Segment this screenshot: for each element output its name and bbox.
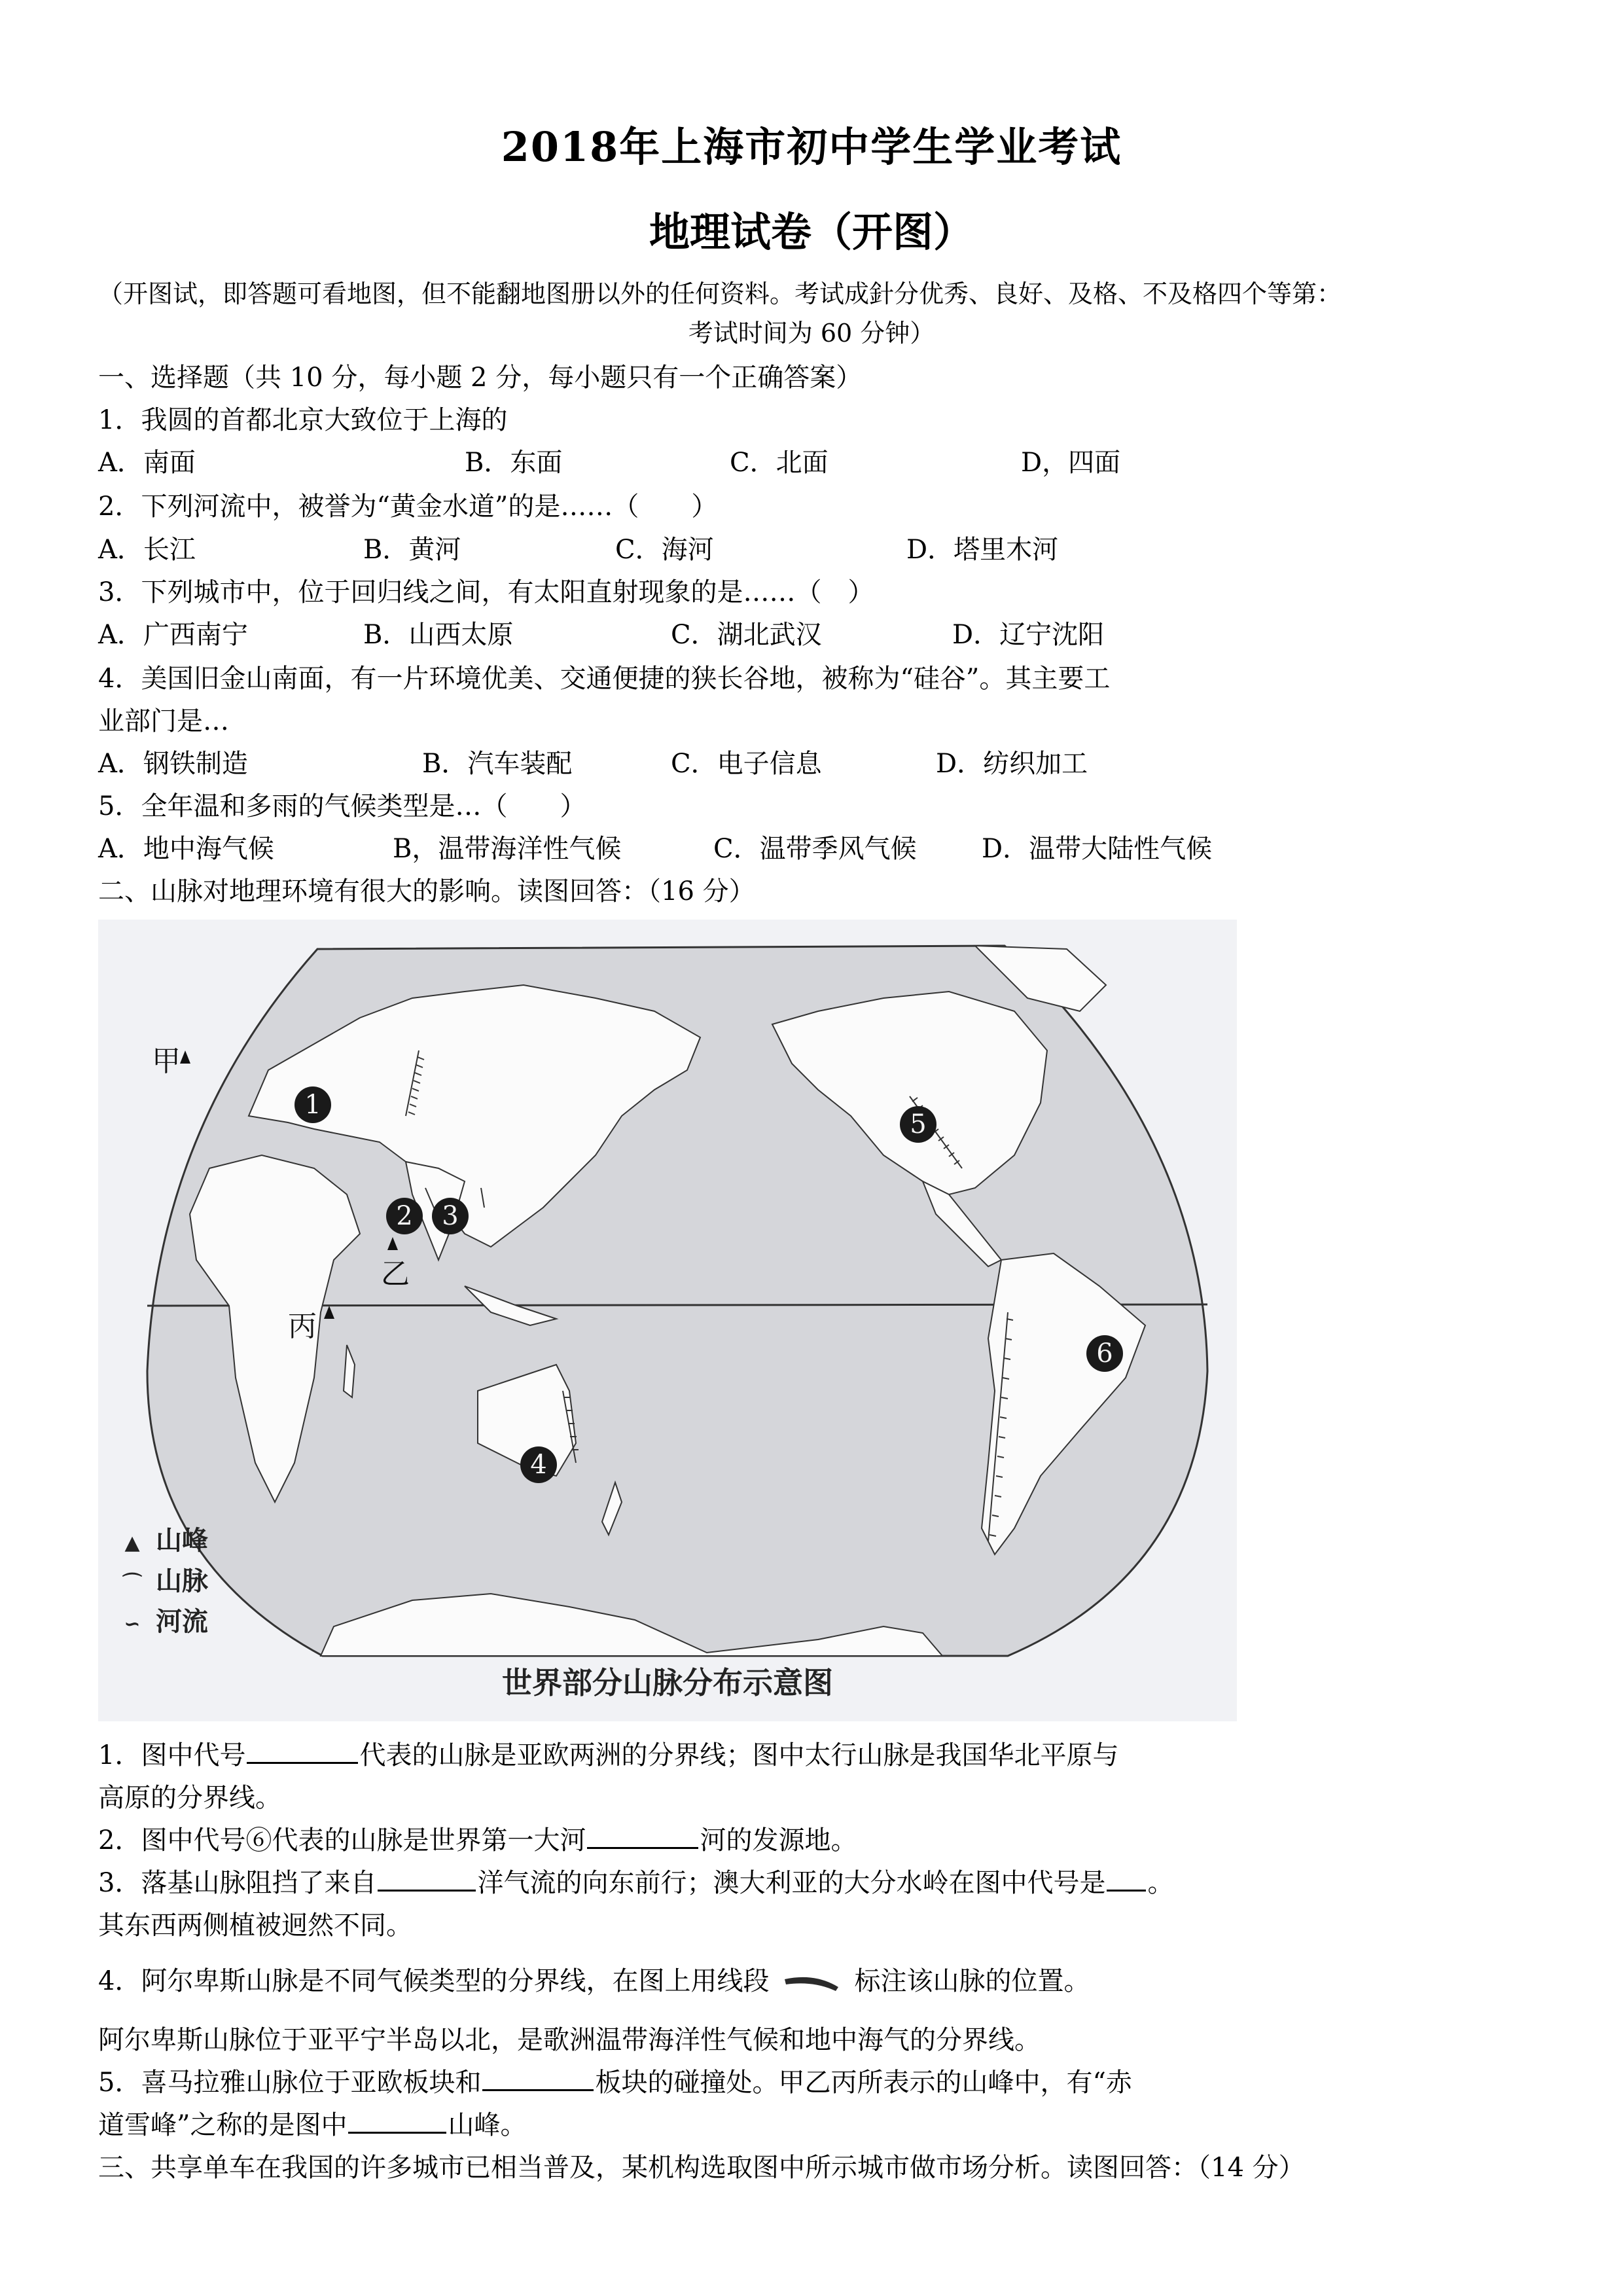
q5-option-d: D．温带大陆性气候 (982, 834, 1213, 864)
line-segment-stroke-icon (782, 1970, 841, 1996)
section2-heading: 二、山脉对地理环境有很大的影响。读图回答：（16 分） (98, 876, 755, 906)
answer-blank-q5-plate[interactable] (482, 2067, 594, 2091)
map-caption: 世界部分山脉分布示意图 (502, 1665, 833, 1700)
q4-option-a: A．钢铁制造 (98, 749, 248, 779)
exam-subtitle: 地理试卷（开图） (649, 208, 974, 256)
q2-option-b: B．黄河 (363, 535, 461, 565)
answer-blank-q1-code[interactable] (247, 1740, 358, 1764)
legend-item-peak: ▲ 山峰 (118, 1522, 208, 1562)
q3-option-c: C．湖北武汉 (671, 620, 822, 650)
q1-option-c: C．北面 (730, 448, 829, 478)
river-icon: ∽ (124, 1613, 141, 1636)
q2-option-a: A．长江 (98, 535, 196, 565)
mountain-peak-icon (324, 1306, 334, 1319)
q4-stem-continued: 业部门是… (98, 706, 229, 736)
q3-option-b: B．山西太原 (363, 620, 514, 650)
mountain-peak-icon (180, 1050, 190, 1064)
answer-blank-q3-ocean[interactable] (378, 1867, 476, 1892)
legend-item-river: ∽ 河流 (118, 1603, 208, 1643)
map-marker-1: 1 (294, 1086, 331, 1123)
q2-stem: 2．下列河流中，被誉为“黄金水道”的是……（ ） (98, 492, 718, 522)
world-mountains-map (98, 920, 1237, 1721)
map-marker-5: 5 (900, 1106, 936, 1143)
map-marker-6: 6 (1086, 1335, 1123, 1372)
q5-option-a: A．地中海气候 (98, 834, 274, 864)
answer-blank-q3-code[interactable] (1107, 1867, 1146, 1892)
s2-q2: 2．图中代号⑥代表的山脉是世界第一大河 河的发源地。 (98, 1825, 857, 1856)
q1-stem: 1．我圆的首都北京大致位于上海的 (98, 405, 508, 435)
peak-label-bing: 丙 (288, 1310, 317, 1343)
q4-stem: 4．美国旧金山南面，有一片环境优美、交通便捷的狭长谷地，被称为“硅谷”。其主要工 (98, 664, 1111, 694)
q1-option-b: B．东面 (465, 448, 563, 478)
mountain-peak-icon: ▲ (124, 1532, 140, 1554)
section1-heading: 一、选择题（共 10 分，每小题 2 分，每小题只有一个正确答案） (98, 363, 863, 393)
exam-instructions-line1: （开图试，即答题可看地图，但不能翻地图册以外的任何资料。考试成針分优秀、良好、及格、不及格四个等第： (98, 279, 1342, 308)
s2-q5-line2: 道雪峰”之称的是图中 山峰。 (98, 2110, 527, 2140)
q5-option-c: C．温带季风气候 (713, 834, 917, 864)
q3-option-d: D．辽宁沈阳 (952, 620, 1105, 650)
map-marker-4: 4 (520, 1446, 557, 1483)
s2-q1-line2: 高原的分界线。 (98, 1783, 281, 1813)
s2-q4-answer: 阿尔卑斯山脉位于亚平宁半岛以北，是歌洲温带海洋性气候和地中海气的分界线。 (98, 2025, 1041, 2055)
exam-instructions-line2: 考试时间为 60 分钟） (688, 319, 935, 348)
q2-option-c: C．海河 (615, 535, 714, 565)
mountain-peak-icon (387, 1237, 398, 1250)
s2-q1-line1: 1．图中代号 代表的山脉是亚欧两洲的分界线；图中太行山脉是我国华北平原与 (98, 1740, 1119, 1770)
q3-stem: 3．下列城市中，位于回归线之间，有太阳直射现象的是……（ ） (98, 577, 874, 607)
peak-label-jia: 甲 (152, 1045, 181, 1078)
s2-q5-line1: 5．喜马拉雅山脉位于亚欧板块和 板块的碰撞处。甲乙丙所表示的山峰中，有“赤 (98, 2068, 1132, 2098)
q2-option-d: D．塔里木河 (906, 535, 1059, 565)
map-marker-2: 2 (386, 1198, 423, 1234)
section3-heading: 三、共享单车在我国的许多城市已相当普及，某机构选取图中所示城市做市场分析。读图回答：（14 分） (98, 2153, 1305, 2183)
legend-item-range: ⌒ 山脉 (118, 1562, 208, 1603)
exam-title: 2018年上海市初中学生学业考试 (501, 123, 1122, 171)
q1-option-a: A．南面 (98, 448, 196, 478)
s2-q3-line1: 3．落基山脉阻挡了来自 洋气流的向东前行；澳大利亚的大分水岭在图中代号是 。 (98, 1868, 1174, 1898)
q5-option-b: B，温带海洋性气候 (393, 834, 622, 864)
q4-option-d: D．纺织加工 (936, 749, 1088, 779)
map-legend (118, 1522, 208, 1643)
q4-option-b: B．汽车装配 (422, 749, 573, 779)
q5-stem: 5．全年温和多雨的气候类型是…（ ） (98, 791, 586, 821)
s2-q4: 4．阿尔卑斯山脉是不同气候类型的分界线，在图上用线段 标注该山脉的位置。 (98, 1966, 1090, 1996)
q1-option-d: D，四面 (1021, 448, 1121, 478)
s2-q3-line2: 其东西两侧植被迥然不同。 (98, 1910, 412, 1941)
q4-option-c: C．电子信息 (671, 749, 822, 779)
answer-blank-q5-peak[interactable] (348, 2109, 446, 2134)
map-graphic (98, 920, 1237, 1721)
map-marker-3: 3 (432, 1198, 469, 1234)
peak-label-yi: 乙 (381, 1257, 410, 1291)
q3-option-a: A．广西南宁 (98, 620, 248, 650)
answer-blank-q2-river[interactable] (587, 1825, 698, 1849)
mountain-range-icon: ⌒ (122, 1572, 142, 1595)
